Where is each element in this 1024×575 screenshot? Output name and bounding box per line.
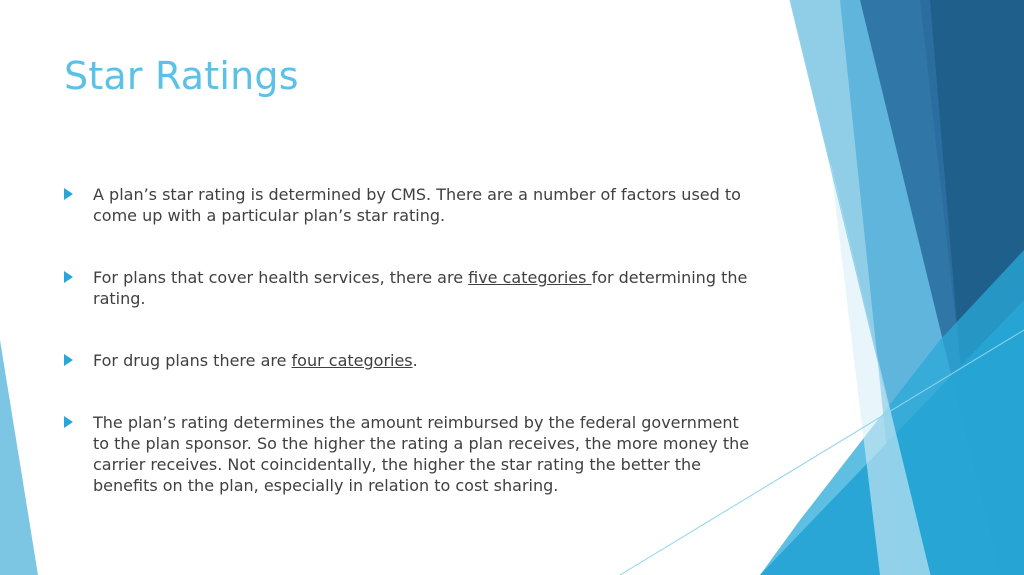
triangle-bullet-icon	[64, 416, 73, 428]
bullet-text-before: For plans that cover health services, there are	[93, 268, 469, 287]
underlined-phrase: five categories	[468, 268, 592, 287]
bullet-text-before: For drug plans there are	[93, 351, 292, 370]
bullet-item	[64, 412, 754, 496]
bullet-text: A plan’s star rating is determined by CMS. There are a number of factors used to come up with a particular plan’s star rating.	[93, 185, 741, 225]
bullet-item	[64, 350, 418, 371]
underlined-phrase: four categories	[291, 351, 413, 370]
bullet-text-after: for determining the rating.	[93, 268, 748, 308]
triangle-bullet-icon	[64, 271, 73, 283]
bullet-item	[64, 184, 754, 226]
bullet-text-after: .	[412, 351, 418, 370]
bullet-item	[64, 267, 754, 309]
slide-title: Star Ratings	[64, 54, 299, 98]
triangle-bullet-icon	[64, 354, 73, 366]
triangle-bullet-icon	[64, 188, 73, 200]
deco-left-sliver	[0, 340, 38, 575]
bullet-text: The plan’s rating determines the amount reimbursed by the federal government to the plan sponsor. So the higher the rating a plan receives, the more money the carrier receives. Not coincidentally, the higher the star rating the better the benefits on the plan, especially in relation to cost sharing.	[93, 413, 750, 495]
